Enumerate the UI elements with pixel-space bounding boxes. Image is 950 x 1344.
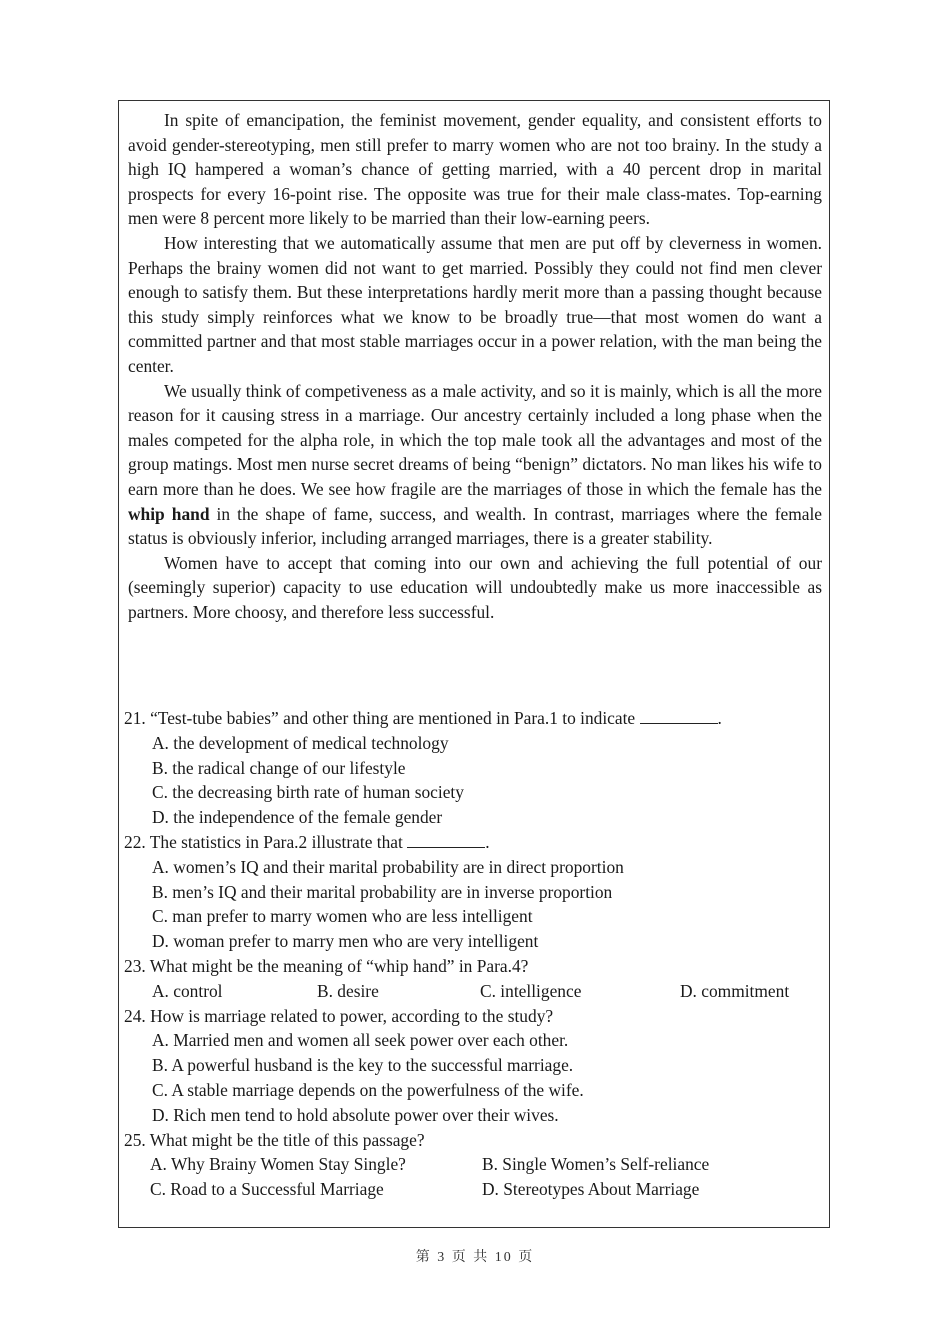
option-c: C. intelligence bbox=[480, 980, 582, 1001]
option-a: A. control bbox=[152, 980, 223, 1001]
option-a: A. the development of medical technology bbox=[152, 732, 449, 753]
question-stem-text: 22. The statistics in Para.2 illustrate that bbox=[124, 831, 408, 852]
options-row bbox=[124, 979, 814, 1004]
paragraph-3 bbox=[128, 379, 822, 551]
reading-passage bbox=[128, 108, 822, 624]
paragraph-1: In spite of emancipation, the feminist movement, gender equality, and consistent efforts to avoid gender-stereotyping, men still prefer to marry women who are not too brainy. In the study a high IQ hampered a woman’s chance of getting married, with a 40 percent drop in marital prospects for every 16-point rise. The opposite was true for their male class-mates. Top-earning men were 8 percent more likely to be married than their low-earning peers. bbox=[128, 110, 822, 229]
question-25 bbox=[124, 1128, 814, 1202]
option-c: C. man prefer to marry women who are less intelligent bbox=[152, 906, 533, 927]
question-23 bbox=[124, 954, 814, 1004]
question-stem bbox=[124, 706, 814, 731]
question-stem: 24. How is marriage related to power, according to the study? bbox=[124, 1005, 554, 1026]
question-21 bbox=[124, 706, 814, 830]
option-a: A. Why Brainy Women Stay Single? bbox=[150, 1154, 406, 1175]
option-d: D. woman prefer to marry men who are very intelligent bbox=[152, 931, 539, 952]
question-stem-text: 21. “Test-tube babies” and other thing are mentioned in Para.1 to indicate bbox=[124, 708, 640, 728]
paragraph-2: How interesting that we automatically assume that men are put off by cleverness in women. Perhaps the brainy women did not want to get married. Possibly they could not find men clever enough to satisfy them. But these interpretations hardly merit more than a passing thought because this study simply reinforces what we know to be broadly true—that most women do want a committed partner and that most stable marriages occur in a power relation, with the man being the center. bbox=[128, 232, 822, 376]
option-d: D. Rich men tend to hold absolute power over their wives. bbox=[152, 1104, 559, 1125]
answer-blank bbox=[640, 707, 718, 724]
question-stem: 23. What might be the meaning of “whip hand” in Para.4? bbox=[124, 955, 529, 976]
option-d: D. the independence of the female gender bbox=[152, 807, 443, 828]
question-stem-end: . bbox=[717, 708, 722, 728]
option-b: B. men’s IQ and their marital probability are in inverse proportion bbox=[152, 881, 613, 902]
answer-blank bbox=[407, 831, 485, 848]
option-d: D. commitment bbox=[680, 980, 790, 1001]
options-row-2 bbox=[124, 1177, 814, 1202]
option-b: B. the radical change of our lifestyle bbox=[152, 757, 406, 778]
paragraph-3-part-a: We usually think of competiveness as a male activity, and so it is mainly, which is all the more reason for it causing stress in a marriage. Our ancestry certainly included a long phase when the males competed for the alpha role, in which the top male took all the advantages and most of the group matings. Most men nurse secret dreams of being “benign” dictators. No man likes his wife to earn more than he does. We see how fragile are the marriages of those in which the female has the bbox=[128, 380, 822, 499]
question-stem: 25. What might be the title of this passage? bbox=[124, 1129, 425, 1150]
question-stem bbox=[124, 830, 814, 855]
paragraph-4: Women have to accept that coming into our own and achieving the full potential of our (seemingly superior) capacity to use education will undoubtedly make us more inaccessible as partners. More choosy, and therefore less successful. bbox=[128, 552, 822, 622]
option-a: A. Married men and women all seek power over each other. bbox=[152, 1030, 569, 1051]
bold-phrase: whip hand bbox=[128, 503, 210, 524]
option-b: B. Single Women’s Self-reliance bbox=[482, 1154, 710, 1175]
option-d: D. Stereotypes About Marriage bbox=[482, 1179, 700, 1200]
question-22 bbox=[124, 830, 814, 954]
option-c: C. the decreasing birth rate of human society bbox=[152, 782, 464, 803]
option-c: C. Road to a Successful Marriage bbox=[150, 1179, 384, 1200]
question-list bbox=[124, 706, 814, 1202]
question-24 bbox=[124, 1004, 814, 1128]
option-c: C. A stable marriage depends on the powerfulness of the wife. bbox=[152, 1079, 584, 1100]
options-row-1 bbox=[124, 1152, 814, 1177]
option-b: B. A powerful husband is the key to the successful marriage. bbox=[152, 1055, 574, 1076]
paragraph-3-part-b: in the shape of fame, success, and wealth. In contrast, marriages where the female status is obviously inferior, including arranged marriages, there is a greater stability. bbox=[128, 503, 822, 549]
question-stem-end: . bbox=[485, 831, 490, 852]
option-b: B. desire bbox=[317, 980, 379, 1001]
page-number: 第 3 页 共 10 页 bbox=[415, 1250, 535, 1265]
option-a: A. women’s IQ and their marital probability are in direct proportion bbox=[152, 856, 624, 877]
